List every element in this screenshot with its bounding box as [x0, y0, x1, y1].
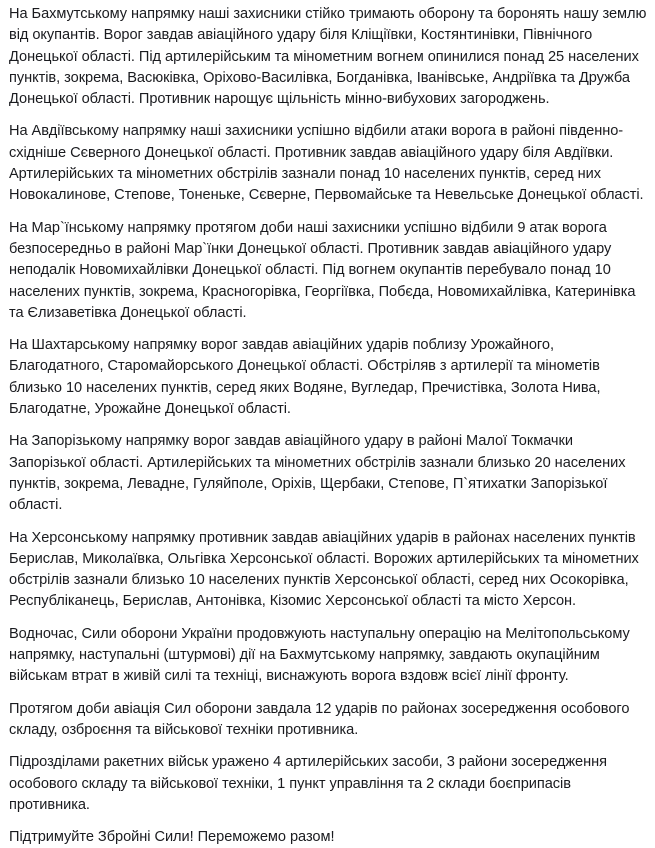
- paragraph-defence-forces-offensive: Водночас, Сили оборони України продовжують наступальну операцію на Мелітопольському напрямку, наступальні (штурмові) дії на Бахмутському напрямку, завдають окупаційним військам втрат в живій силі та техніці, виснажують ворога вздовж всієї лінії фронту.: [9, 625, 630, 685]
- paragraph-missile-troops: Підрозділами ракетних військ уражено 4 артилерійських засоби, 3 райони зосередження особового складу та військової техніки, 1 пункт управління та 2 склади боєприпасів противника.: [9, 754, 607, 813]
- paragraph-call-to-action: Підтримуйте Збройні Сили! Переможемо разом!: [9, 829, 335, 846]
- paragraph-avdiivka-direction: На Авдіївському напрямку наші захисники успішно відбили атаки ворога в районі південно-східніше Сєверного Донецької області. Противник завдав авіаційного удару біля Авдіївки. Артилерійських та мінометних обстрілів зазнали понад 10 населених пунктів, серед них Новокалинове, Степове, Тоненьке, Сєверне, Первомайське та Невельське Донецької області.: [9, 123, 644, 204]
- paragraph-mariinka-direction: На Мар`їнському напрямку протягом доби наші захисники успішно відбили 9 атак ворога безпосередньо в районі Мар`їнки Донецької області. Противник завдав авіаційного удару неподалік Новомихайлівки Донецької області. Під вогнем окупантів перебувало понад 10 населених пунктів, зокрема, Красногорівка, Георгіївка, Побєда, Новомихайлівка, Катеринівка та Єлизаветівка Донецької області.: [9, 219, 636, 321]
- paragraph-shakhtarsk-direction: На Шахтарському напрямку ворог завдав авіаційних ударів поблизу Урожайного, Благодатного, Старомайорського Донецької області. Обстріляв з артилерії та мінометів близько 10 населених пунктів, серед яких Водяне, Вугледар, Пречистівка, Золота Нива, Благодатне, Урожайне Донецької області.: [9, 337, 601, 418]
- paragraph-aviation-strikes: Протягом доби авіація Сил оборони завдала 12 ударів по районах зосередження особового складу, озброєння та військової техніки противника.: [9, 700, 630, 738]
- paragraph-bakhmut-direction: На Бахмутському напрямку наші захисники стійко тримають оборону та боронять нашу землю від окупантів. Ворог завдав авіаційного удару біля Кліщіївки, Костянтинівки, Північного Донецької області. Під артилерійським та мінометним вогнем опинилися понад 25 населених пунктів, зокрема, Васюківка, Оріхово-Василівка, Богданівка, Іванівське, Андріївка та Дружба Донецької області. Противник нарощує щільність мінно-вибухових загороджень.: [9, 6, 647, 108]
- paragraph-kherson-direction: На Херсонському напрямку противник завдав авіаційних ударів в районах населених пунктів Берислав, Миколаївка, Ольгівка Херсонської області. Ворожих артилерійських та мінометних обстрілів зазнали близько 10 населених пунктів Херсонської області, серед них Осокорівка, Республіканець, Берислав, Антонівка, Кізомис Херсонської області та місто Херсон.: [9, 529, 639, 610]
- paragraph-zaporizhzhia-direction: На Запорізькому напрямку ворог завдав авіаційного удару в районі Малої Токмачки Запорізької області. Артилерійських та мінометних обстрілів зазнали близько 20 населених пунктів, зокрема, Левадне, Гуляйполе, Оріхів, Щербаки, Степове, П`ятихатки Запорізької області.: [9, 433, 626, 514]
